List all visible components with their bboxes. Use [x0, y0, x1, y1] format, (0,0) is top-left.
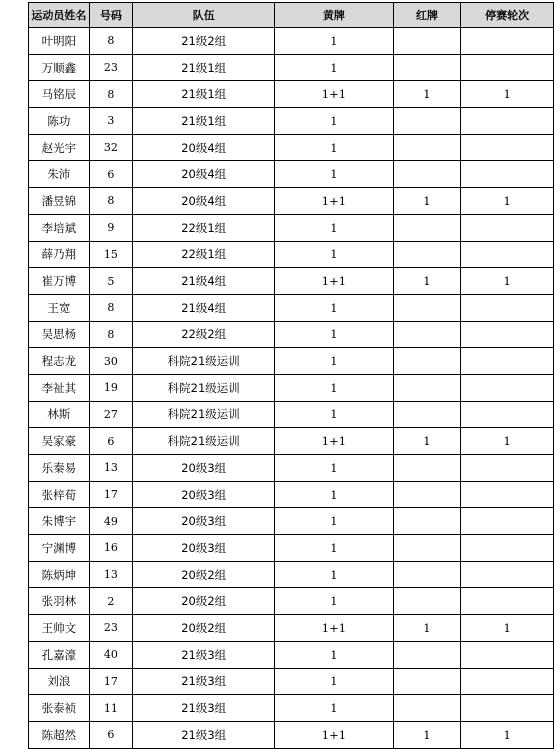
- athlete-name-cell: 朱博宇: [29, 508, 90, 535]
- suspension-rounds-cell: 1: [461, 81, 554, 108]
- suspension-rounds-cell: [461, 668, 554, 695]
- team-cell: 20级3组: [133, 508, 275, 535]
- header-row: [29, 3, 554, 28]
- table-row: [29, 214, 554, 241]
- red-card-cell: 1: [393, 721, 461, 748]
- team-cell: 20级4组: [133, 161, 275, 188]
- number-cell: 40: [89, 641, 133, 668]
- yellow-card-cell: 1+1: [275, 428, 393, 455]
- yellow-card-cell: 1+1: [275, 81, 393, 108]
- table-row: [29, 535, 554, 562]
- table-row: [29, 401, 554, 428]
- yellow-card-cell: 1: [275, 241, 393, 268]
- yellow-card-cell: 1: [275, 161, 393, 188]
- table-row: [29, 28, 554, 55]
- suspension-rounds-cell: [461, 28, 554, 55]
- yellow-card-cell: 1: [275, 321, 393, 348]
- yellow-card-cell: 1: [275, 374, 393, 401]
- yellow-card-cell: 1: [275, 294, 393, 321]
- athlete-name-cell: 赵光宇: [29, 134, 90, 161]
- athlete-name-cell: 陈炳坤: [29, 561, 90, 588]
- athlete-name-cell: 张梓荀: [29, 481, 90, 508]
- red-card-cell: 1: [393, 268, 461, 295]
- yellow-card-cell: 1: [275, 668, 393, 695]
- table-row: [29, 615, 554, 642]
- team-cell: 21级4组: [133, 268, 275, 295]
- athlete-name-cell: 马铭辰: [29, 81, 90, 108]
- athlete-name-cell: 孔嘉濠: [29, 641, 90, 668]
- red-card-cell: 1: [393, 188, 461, 215]
- red-card-cell: [393, 641, 461, 668]
- number-cell: 49: [89, 508, 133, 535]
- header-suspension-rounds: 停赛轮次: [461, 3, 554, 28]
- red-card-cell: [393, 695, 461, 722]
- team-cell: 20级4组: [133, 188, 275, 215]
- table-row: [29, 321, 554, 348]
- yellow-card-cell: 1: [275, 508, 393, 535]
- team-cell: 20级2组: [133, 588, 275, 615]
- suspension-rounds-cell: 1: [461, 188, 554, 215]
- athlete-name-cell: 程志龙: [29, 348, 90, 375]
- red-card-cell: 1: [393, 81, 461, 108]
- suspension-rounds-cell: [461, 294, 554, 321]
- suspension-rounds-cell: [461, 455, 554, 482]
- suspension-rounds-cell: [461, 588, 554, 615]
- suspension-rounds-cell: [461, 508, 554, 535]
- suspension-rounds-cell: [461, 134, 554, 161]
- yellow-card-cell: 1: [275, 695, 393, 722]
- number-cell: 19: [89, 374, 133, 401]
- team-cell: 科院21级运训: [133, 348, 275, 375]
- team-cell: 21级1组: [133, 108, 275, 135]
- red-card-cell: [393, 54, 461, 81]
- suspension-rounds-cell: [461, 108, 554, 135]
- table-row: [29, 508, 554, 535]
- suspension-rounds-cell: [461, 481, 554, 508]
- team-cell: 科院21级运训: [133, 374, 275, 401]
- athlete-name-cell: 朱沛: [29, 161, 90, 188]
- table-row: [29, 428, 554, 455]
- red-card-cell: 1: [393, 615, 461, 642]
- red-card-cell: [393, 401, 461, 428]
- yellow-card-cell: 1: [275, 535, 393, 562]
- header-yellow-card: 黄牌: [275, 3, 393, 28]
- number-cell: 8: [89, 188, 133, 215]
- athlete-name-cell: 李培斌: [29, 214, 90, 241]
- header-number: 号码: [89, 3, 133, 28]
- header-team: 队伍: [133, 3, 275, 28]
- athlete-name-cell: 李祉其: [29, 374, 90, 401]
- red-card-cell: [393, 294, 461, 321]
- red-card-cell: [393, 241, 461, 268]
- number-cell: 17: [89, 668, 133, 695]
- yellow-card-cell: 1: [275, 481, 393, 508]
- number-cell: 8: [89, 81, 133, 108]
- team-cell: 21级3组: [133, 695, 275, 722]
- number-cell: 3: [89, 108, 133, 135]
- table-row: [29, 241, 554, 268]
- yellow-card-cell: 1: [275, 28, 393, 55]
- suspension-rounds-cell: 1: [461, 721, 554, 748]
- yellow-card-cell: 1: [275, 455, 393, 482]
- athlete-name-cell: 陈超然: [29, 721, 90, 748]
- yellow-card-cell: 1+1: [275, 188, 393, 215]
- athlete-name-cell: 刘浪: [29, 668, 90, 695]
- number-cell: 6: [89, 161, 133, 188]
- team-cell: 20级3组: [133, 535, 275, 562]
- number-cell: 23: [89, 54, 133, 81]
- athlete-name-cell: 陈功: [29, 108, 90, 135]
- table-body: [29, 28, 554, 749]
- number-cell: 6: [89, 428, 133, 455]
- number-cell: 6: [89, 721, 133, 748]
- suspension-rounds-cell: 1: [461, 428, 554, 455]
- red-card-cell: [393, 588, 461, 615]
- red-card-cell: 1: [393, 428, 461, 455]
- yellow-card-cell: 1: [275, 214, 393, 241]
- table-row: [29, 268, 554, 295]
- athlete-name-cell: 张泰祯: [29, 695, 90, 722]
- yellow-card-cell: 1: [275, 54, 393, 81]
- number-cell: 8: [89, 321, 133, 348]
- red-card-cell: [393, 535, 461, 562]
- red-card-cell: [393, 161, 461, 188]
- yellow-card-cell: 1: [275, 348, 393, 375]
- athlete-name-cell: 宁渊博: [29, 535, 90, 562]
- table-row: [29, 294, 554, 321]
- number-cell: 32: [89, 134, 133, 161]
- team-cell: 20级2组: [133, 615, 275, 642]
- number-cell: 5: [89, 268, 133, 295]
- suspension-rounds-cell: [461, 214, 554, 241]
- athlete-name-cell: 吴思杨: [29, 321, 90, 348]
- yellow-card-cell: 1+1: [275, 268, 393, 295]
- suspension-rounds-cell: [461, 161, 554, 188]
- suspension-rounds-cell: [461, 641, 554, 668]
- table-row: [29, 455, 554, 482]
- red-card-cell: [393, 508, 461, 535]
- team-cell: 21级3组: [133, 721, 275, 748]
- athlete-name-cell: 乐秦易: [29, 455, 90, 482]
- number-cell: 23: [89, 615, 133, 642]
- table-row: [29, 668, 554, 695]
- number-cell: 13: [89, 561, 133, 588]
- suspension-rounds-cell: [461, 561, 554, 588]
- table-row: [29, 481, 554, 508]
- team-cell: 21级3组: [133, 641, 275, 668]
- yellow-card-cell: 1: [275, 561, 393, 588]
- number-cell: 16: [89, 535, 133, 562]
- athlete-name-cell: 叶明阳: [29, 28, 90, 55]
- athlete-name-cell: 薛乃翔: [29, 241, 90, 268]
- suspension-rounds-cell: [461, 348, 554, 375]
- yellow-card-cell: 1: [275, 588, 393, 615]
- yellow-card-cell: 1: [275, 134, 393, 161]
- team-cell: 科院21级运训: [133, 428, 275, 455]
- red-card-cell: [393, 214, 461, 241]
- team-cell: 21级4组: [133, 294, 275, 321]
- table-row: [29, 695, 554, 722]
- table-row: [29, 134, 554, 161]
- team-cell: 21级1组: [133, 81, 275, 108]
- suspension-rounds-cell: [461, 374, 554, 401]
- suspension-rounds-cell: [461, 54, 554, 81]
- suspension-rounds-cell: [461, 241, 554, 268]
- table-row: [29, 588, 554, 615]
- red-card-cell: [393, 561, 461, 588]
- athlete-name-cell: 崔万博: [29, 268, 90, 295]
- suspension-rounds-cell: [461, 695, 554, 722]
- athlete-name-cell: 万顺鑫: [29, 54, 90, 81]
- number-cell: 8: [89, 294, 133, 321]
- athlete-name-cell: 潘昱锦: [29, 188, 90, 215]
- suspension-rounds-cell: 1: [461, 615, 554, 642]
- number-cell: 13: [89, 455, 133, 482]
- table-row: [29, 561, 554, 588]
- red-card-cell: [393, 108, 461, 135]
- table-row: [29, 348, 554, 375]
- number-cell: 30: [89, 348, 133, 375]
- team-cell: 20级3组: [133, 481, 275, 508]
- red-card-cell: [393, 321, 461, 348]
- athlete-name-cell: 林斯: [29, 401, 90, 428]
- table-row: [29, 188, 554, 215]
- discipline-table: [28, 2, 554, 749]
- header-athlete-name: 运动员姓名: [29, 3, 90, 28]
- team-cell: 22级1组: [133, 214, 275, 241]
- number-cell: 9: [89, 214, 133, 241]
- yellow-card-cell: 1+1: [275, 721, 393, 748]
- athlete-name-cell: 张羽林: [29, 588, 90, 615]
- team-cell: 22级1组: [133, 241, 275, 268]
- team-cell: 20级3组: [133, 455, 275, 482]
- red-card-cell: [393, 348, 461, 375]
- team-cell: 21级1组: [133, 54, 275, 81]
- table-row: [29, 374, 554, 401]
- yellow-card-cell: 1+1: [275, 615, 393, 642]
- table-row: [29, 108, 554, 135]
- header-red-card: 红牌: [393, 3, 461, 28]
- table-row: [29, 721, 554, 748]
- suspension-rounds-cell: 1: [461, 268, 554, 295]
- red-card-cell: [393, 668, 461, 695]
- athlete-name-cell: 吴家豪: [29, 428, 90, 455]
- team-cell: 20级2组: [133, 561, 275, 588]
- number-cell: 27: [89, 401, 133, 428]
- suspension-rounds-cell: [461, 321, 554, 348]
- yellow-card-cell: 1: [275, 641, 393, 668]
- number-cell: 2: [89, 588, 133, 615]
- suspension-rounds-cell: [461, 535, 554, 562]
- number-cell: 15: [89, 241, 133, 268]
- team-cell: 21级3组: [133, 668, 275, 695]
- red-card-cell: [393, 455, 461, 482]
- table-row: [29, 54, 554, 81]
- red-card-cell: [393, 134, 461, 161]
- red-card-cell: [393, 28, 461, 55]
- team-cell: 20级4组: [133, 134, 275, 161]
- yellow-card-cell: 1: [275, 401, 393, 428]
- team-cell: 21级2组: [133, 28, 275, 55]
- table-row: [29, 161, 554, 188]
- red-card-cell: [393, 481, 461, 508]
- number-cell: 17: [89, 481, 133, 508]
- athlete-name-cell: 王宽: [29, 294, 90, 321]
- team-cell: 科院21级运训: [133, 401, 275, 428]
- number-cell: 11: [89, 695, 133, 722]
- table-row: [29, 641, 554, 668]
- suspension-rounds-cell: [461, 401, 554, 428]
- red-card-cell: [393, 374, 461, 401]
- athlete-name-cell: 王帅文: [29, 615, 90, 642]
- yellow-card-cell: 1: [275, 108, 393, 135]
- number-cell: 8: [89, 28, 133, 55]
- table-row: [29, 81, 554, 108]
- team-cell: 22级2组: [133, 321, 275, 348]
